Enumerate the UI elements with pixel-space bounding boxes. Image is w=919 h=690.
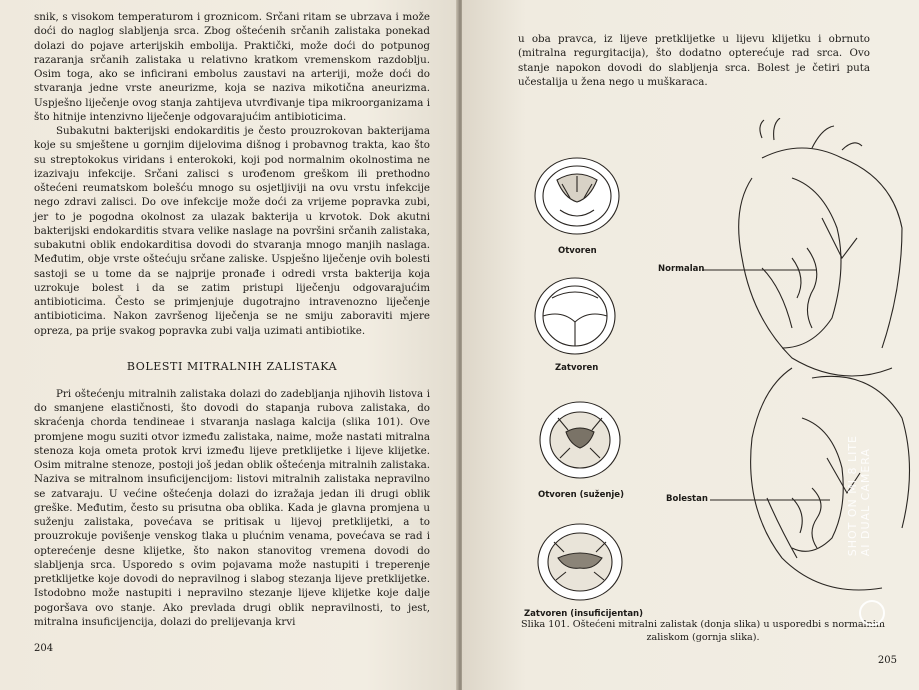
valve-closed-illustration xyxy=(535,278,615,354)
page-number: 204 xyxy=(34,643,54,654)
paragraph: u oba pravca, iz lijeve pretklijetke u lijevu klijetku i obrnuto (mitralna regurgitacija), što dodatno opterećuje rad srca. Ovo stanje napokon dovodi do slabljenja srca. Bolest je četiri puta učestalija u žena nego u muškaraca. xyxy=(518,33,870,88)
valve-insufficient-illustration xyxy=(538,524,622,600)
paragraph: Pri oštećenju mitralnih zalistaka dolazi do zadebljanja njihovih listova i do smanjene elastičnosti, što dovodi do stapanja rubova zalistaka, do skraćenja chorda tendineae i stvaranja naslaga kalcija (slika 101). Ove promjene mogu suziti otvor između zalistaka, naime, može nastati mitralna stenoza koja ometa protok krvi između lijeve pretklijetke i lijeve klijetke. Osim mitralne stenoze, postoji još jedan oblik oštećenja mitralnih zalistaka. Naziva se mitralnom insuficijencijom: listovi mitralnih zalistaka nepravilno se zatvaraju. U većine oštećenja dolazi do izražaja jedan ili drugi oblik greške. Međutim, često su prisutna oba oblika. Kada je glavna promjena u suženju zalistaka, povećava se pritisak u lijevoj pretklijetki, a to prouzrokuje povišenje venskog tlaka u plućnim venama, povećava se rad i opterećenje desne klijetke, što nakon stanovitog vremena dovodi do slabljenja srca. Usporedo s ovim pojavama može nastupiti i treperenje pretklijetke koje dovodi do nepravilnog i slabog stezanja lijeve pretklijetke. Istodobno može nastupiti i nepravilno stezanje lijeve klijetke koje dalje pogoršava ovo stanje. Ako prevlada drugi oblik nepravilnosti, to jest, mitralna insuficijencija, dolazi do prelijevanja krvi xyxy=(34,387,430,628)
camera-watermark-circle xyxy=(859,600,885,626)
valve-label-closed-insufficient: Zatvoren (insuficijentan) xyxy=(524,609,643,619)
side-label-normal: Normalan xyxy=(658,264,705,274)
section-heading: BOLESTI MITRALNIH ZALISTAKA xyxy=(126,359,338,373)
heart-normal-illustration xyxy=(739,118,902,376)
heart-diseased-illustration xyxy=(751,368,910,590)
valve-label-closed: Zatvoren xyxy=(555,363,599,373)
valve-narrowed-illustration xyxy=(540,402,620,478)
valve-label-open-narrowed: Otvoren (suženje) xyxy=(538,490,624,500)
watermark-line: AI DUAL CAMERA xyxy=(859,447,872,557)
paragraph: snik, s visokom temperaturom i groznicom. Srčani ritam se ubrzava i može doći do naglog slabljenja srca. Zbog oštećenih srčanih zalistaka ponekad dolazi do pojave arterijskih embolija. Praktički, može doći do potpunog razaranja srčanih zalistaka u relativno kratkom vremenskom razdoblju. Osim toga, ako se inficirani embolus zaustavi na arteriji, može doći do stvaranja jedne vrste aneurizme, koja se naziva mikotična aneurizma. Uspješno liječenje ovog stanja zahtijeva utvrđivanje tipa mikroorganizama i što hitnije intenzivno liječenje odgovarajućim antibioticima. xyxy=(34,11,430,123)
side-label-diseased: Bolestan xyxy=(666,494,708,504)
camera-watermark xyxy=(846,435,872,556)
right-page xyxy=(462,0,919,690)
valve-open-illustration xyxy=(535,158,619,234)
figure-caption: Slika 101. Oštećeni mitralni zalistak (donja slika) u usporedbi s normalnim zaliskom (gornja slika). xyxy=(521,619,885,643)
left-page xyxy=(0,0,458,690)
valve-label-open: Otvoren xyxy=(558,246,597,256)
page-number: 205 xyxy=(877,655,897,666)
paragraph: Subakutni bakterijski endokarditis je često prouzrokovan bakterijama koje su smještene u gornjim dijelovima dišnog i probavnog trakta, kao što su streptokokus viridans i enterokoki, koji pod normalnim okolnostima ne izazivaju infekcije. Srčani zalisci s urođenom greškom ili prethodno oštećeni reumatskom bolešću mnogo su osjetljiviji na ovu vrstu infekcije nego zdravi zalisci. Do ove infekcije može doći za vrijeme popravka zubi, jer to je pogodna okolnost za ulazak bakterija u krvotok. Dok akutni bakterijski endokarditis stvara velike naslage na površini srčanih zalistaka, subakutni oblik endokarditisa dovodi do stvaranja mnogo manjih naslaga. Međutim, obje vrste oštećuju srčane zaliske. Uspješno liječenje ovih bolesti sastoji se u tome da se najprije pronađe i odredi vrsta bakterija koja uzrokuje bolest i da se zatim pristupi liječenju odgovarajućim antibioticima. Često se primjenjuje dugotrajno intravenozno liječenje antibioticima. Nakon završenog liječenja se ne smiju zaboraviti mjere opreza, pa prije svakog popravka zubi valja uzimati antibiotike. xyxy=(34,125,430,337)
watermark-line: SHOT ON MI 8 LITE xyxy=(846,435,859,557)
